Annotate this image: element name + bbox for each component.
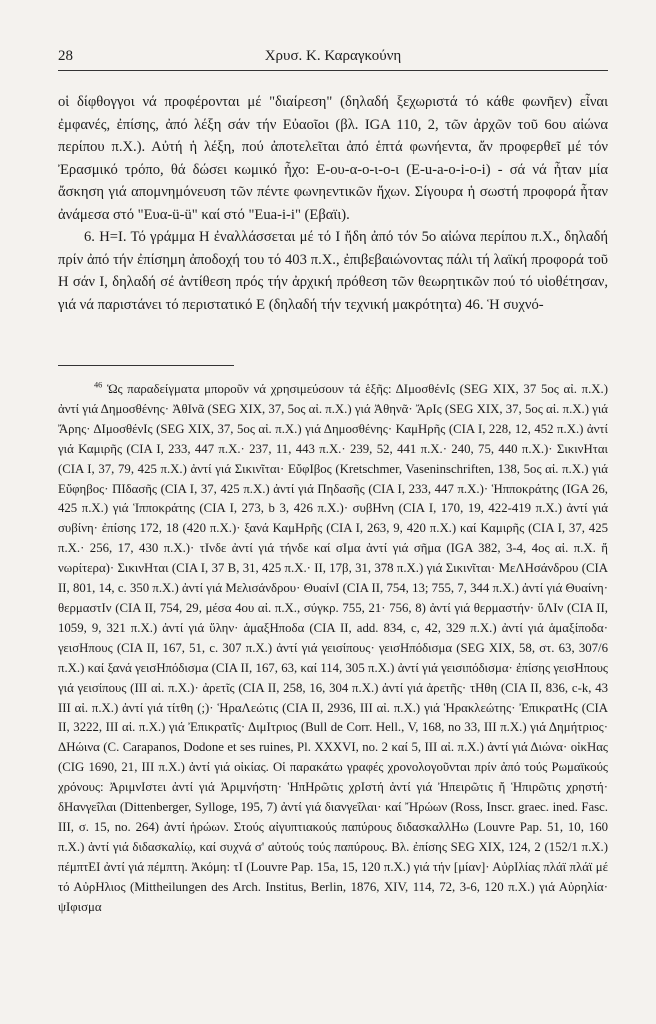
footnote-text: Ὡς παραδείγματα μποροῦν νά χρησιμεύσουν τά ἑξῆς: ΔΙμοσθένΙς (SEG XIX, 37 5ος αἰ. π.Χ.) ἀντί γιά Δημοσθένης· ἈθΙνᾶ (SEG XIX, 37, 5ος αἰ. π.Χ.) γιά Ἀθηνᾶ· ἌρΙς (SEG XIX, 37, 5ος αἰ. π.Χ.) γιά Ἄρης· ΔΙμοσθένΙς (SEG XIX, 37, 5ος αἰ. π.Χ.) γιά Δημοσθένης· ΚαμΗρῆς (CIA I, 228, 12, 452 π.Χ.) ἀντί γιά Καμιρῆς (CIA I, 233, 447 π.Χ.· 237, 11, 443 π.Χ.· 239, 52, 441 π.Χ.· 240, 75, 440 π.Χ.)· ΣικινΗται (CIA I, 37, 79, 425 π.Χ.) ἀντί γιά Σικινῖται· ΕὔφΙβος (Kretschmer, Vaseninschriften, 138, 5ος αἰ. π.Χ.) γιά Εὔφηβος· ΠΙδασῆς (CIA I, 37, 425 π.Χ.) ἀντί γιά Πηδασῆς (CIA I, 233, 447 π.Χ.)· Ἡπποκράτης (IGA 26, 425 π.Χ.) γιά Ἱπποκράτης (CIA I, 273, b 3, 426 π.Χ.)· συβΗνη (CIA I, 170, 19, 422-419 π.Χ.) ἀντί γιά συβίνη· ἐπίσης 172, 18 (420 π.Χ.)· ξανά ΚαμΗρῆς (CIA I, 263, 9, 420 π.Χ.) καί Καμιρῆς (CIA I, 37, 425 π.Χ.· 256, 17, 430 π.Χ.)· τΙνδε ἀντί γιά τήνδε καί σΙμα ἀντί γιά σῆμα (IGA 382, 3-4, 4ος αἰ. π.Χ. ἤ νωρίτερα)· ΣικινΗται (CIA I, 37 B, 31, 425 π.Χ.· II, 17β, 31, 378 π.Χ.) γιά Σικινῖται· ΜεΛΗσάνδρου (CIA II, 801, 14, c. 350 π.Χ.) ἀντί γιά Μελισάνδρου· ΘυαίνΙ (CIA II, 754, 13; 755, 7, 344 π.Χ.) ἀντί γιά Θυαίνη· θερμαστΙν (CIA II, 754, 29, μέσα 4ου αἰ. π.Χ., σύγκρ. 755, 21· 756, 8) ἀντί γιά θερμαστήν· ὕΛΙν (CIA II, 1059, 9, 321 π.Χ.) ἀντί γιά ὕλην· ἁμαξΗποδα (CIA II, add. 834, c, 42, 329 π.Χ.) ἀντί γιά ἁμαξίποδα· γεισΗπους (CIA II, 167, 51, c. 307 π.Χ.) ἀντί γιά γεισίπους· γεισΗπόδισμα (SEG XIX, 58, στ. 63, 307/6 π.Χ.) καί ξανά γεισΗπόδισμα (CIA II, 167, 63, καί 114, 305 π.Χ.) ἀντί γιά γεισιπόδισμα· ἐπίσης γεισΗπους γιά γεισίπους (III αἰ. π.Χ.)· ἀρετῖς (CIA II, 258, 16, 304 π.Χ.) ἀντί γιά ἀρετῆς· τΗθη (CIA II, 836, c-k, 43 III αἰ. π.Χ.) ἀντί γιά τίτθη (;)· ἩραΛεώτις (CIA II, 2936, III αἰ. π.Χ.) γιά Ἡρακλεώτης· ἘπικρατΗς (CIA II, 3222, III αἰ. π.Χ.) γιά Ἐπικρατῖς· ΔιμΙτριος (Bull de Corr. Hell., V, 168, no 33, III π.Χ.) γιά Δημήτριος· ΔΗώινα (C. Carapanos, Dodone et ses ruines, Pl. XXXVI, no. 2 καί 5, III αἰ. π.Χ.) ἀντί γιά Διώνα· οἰκΗας (CIG 1690, 21, III π.Χ.) ἀντί γιά οἰκίας. Οἱ παρακάτω γραφές χρονολογοῦνται πρίν ἀπό τούς Ρωμαϊκούς χρόνους: ἈριμνΙστει ἀντί γιά Ἀριμνήστη· ἩπΗρῶτις χρΙστή ἀντί γιά Ἠπειρῶτις ἤ Ἡπιρῶτις χρηστή· δΗανγεΐλαι (Dittenberger, Sylloge, 195, 7) ἀντί γιά διανγεΐλαι· καί Ἤρώων (Ross, Inscr. graec. ined. Fasc. III, σ. 15, no. 264) ἀντί ἡρώων. Στούς αἰγυπτιακούς παπύρους διδασκαλλΗω (Louvre Pap. 51, 10, 160 π.Χ.) ἀντί γιά διδασκαλίῳ, καί συχνά σ' αὐτούς τούς παπύρους. Βλ. ἐπίσης SEG XIX, 124, 2 (152/1 π.Χ.) πέμπτΕΙ ἀντί γιά πέμπτη. Ἀκόμη: τΙ (Louvre Pap. 15a, 15, 120 π.Χ.) γιά τήν [μίαν]· ΑὐρΙλίας πλάϊ πλάϊ μέ τό ΑὐρΗλιος (Mittheilungen des Arch. Institus, Berlin, 1876, XIV, 114, 72, 3-6, 120 π.Χ.) γιά Αὐρηλία· ψΙφισμα: [58, 382, 609, 914]
footnote-paragraph: [58, 380, 608, 917]
footnote-separator: [58, 365, 234, 366]
paragraph-1: οἱ δίφθογγοι νά προφέρονται μέ "διαίρεση" (δηλαδή ξεχωριστά τό κάθε φωνῆεν) εἶναι ἐμφανές, ἐπίσης, ἀπό λέξη σάν τήν Εὐαοῖοι (βλ. IGA 110, 2, τῶν ἀρχῶν τοῦ 6ου αἰώνα περίπου π.Χ.). Αὐτή ἡ λέξη, πού ἀποτελεῖται ἀπό ἑπτά φωνήεντα, ἄν προφερθεῖ μέ τόν Ἐρασμικό τρόπο, θά δώσει κωμικό ἦχο: Ε-ου-α-ο-ι-ο-ι (Ε-u-a-o-i-o-i) - σά νά ἦταν μία ἄσκηση γιά απομνημόνευση τῶν πέντε φωνηεντικῶν ἤχων. Σίγουρα ἡ σωστή προφορά ἦταν ἀνάμεσα στό "Eυα-ü-ü" καί στό "Eua-i-i" (Εβαϊι).: [58, 94, 608, 223]
paragraph-2: 6. Η=Ι. Τό γράμμα Η ἐναλλάσσεται μέ τό Ι ἤδη ἀπό τόν 5ο αἰώνα περίπου π.Χ., δηλαδή πρίν ἀπό τήν ἐπίσημη ἀποδοχή του τό 403 π.Χ., ἐπιβεβαιώνοντας πάλι τή λαϊκή προφορά τοῦ Η σάν Ι, δηλαδή σέ ἀντίθεση πρός τήν ἀρχική πρόθεση τῶν θεωρητικῶν πού τό υἱοθέτησαν, γιά νά παριστάνει τό περιστατικό Ε (δηλαδή τήν τεχνική μακρότητα) 46. Ἡ συχνό-: [58, 229, 608, 313]
running-head: Χρυσ. Κ. Καραγκούνη: [264, 48, 402, 64]
page-number: 28: [58, 48, 73, 64]
footnote-marker: 46: [94, 380, 103, 390]
main-body-text: [58, 91, 608, 316]
footnote-46: [58, 380, 608, 917]
page-header: [58, 46, 608, 71]
